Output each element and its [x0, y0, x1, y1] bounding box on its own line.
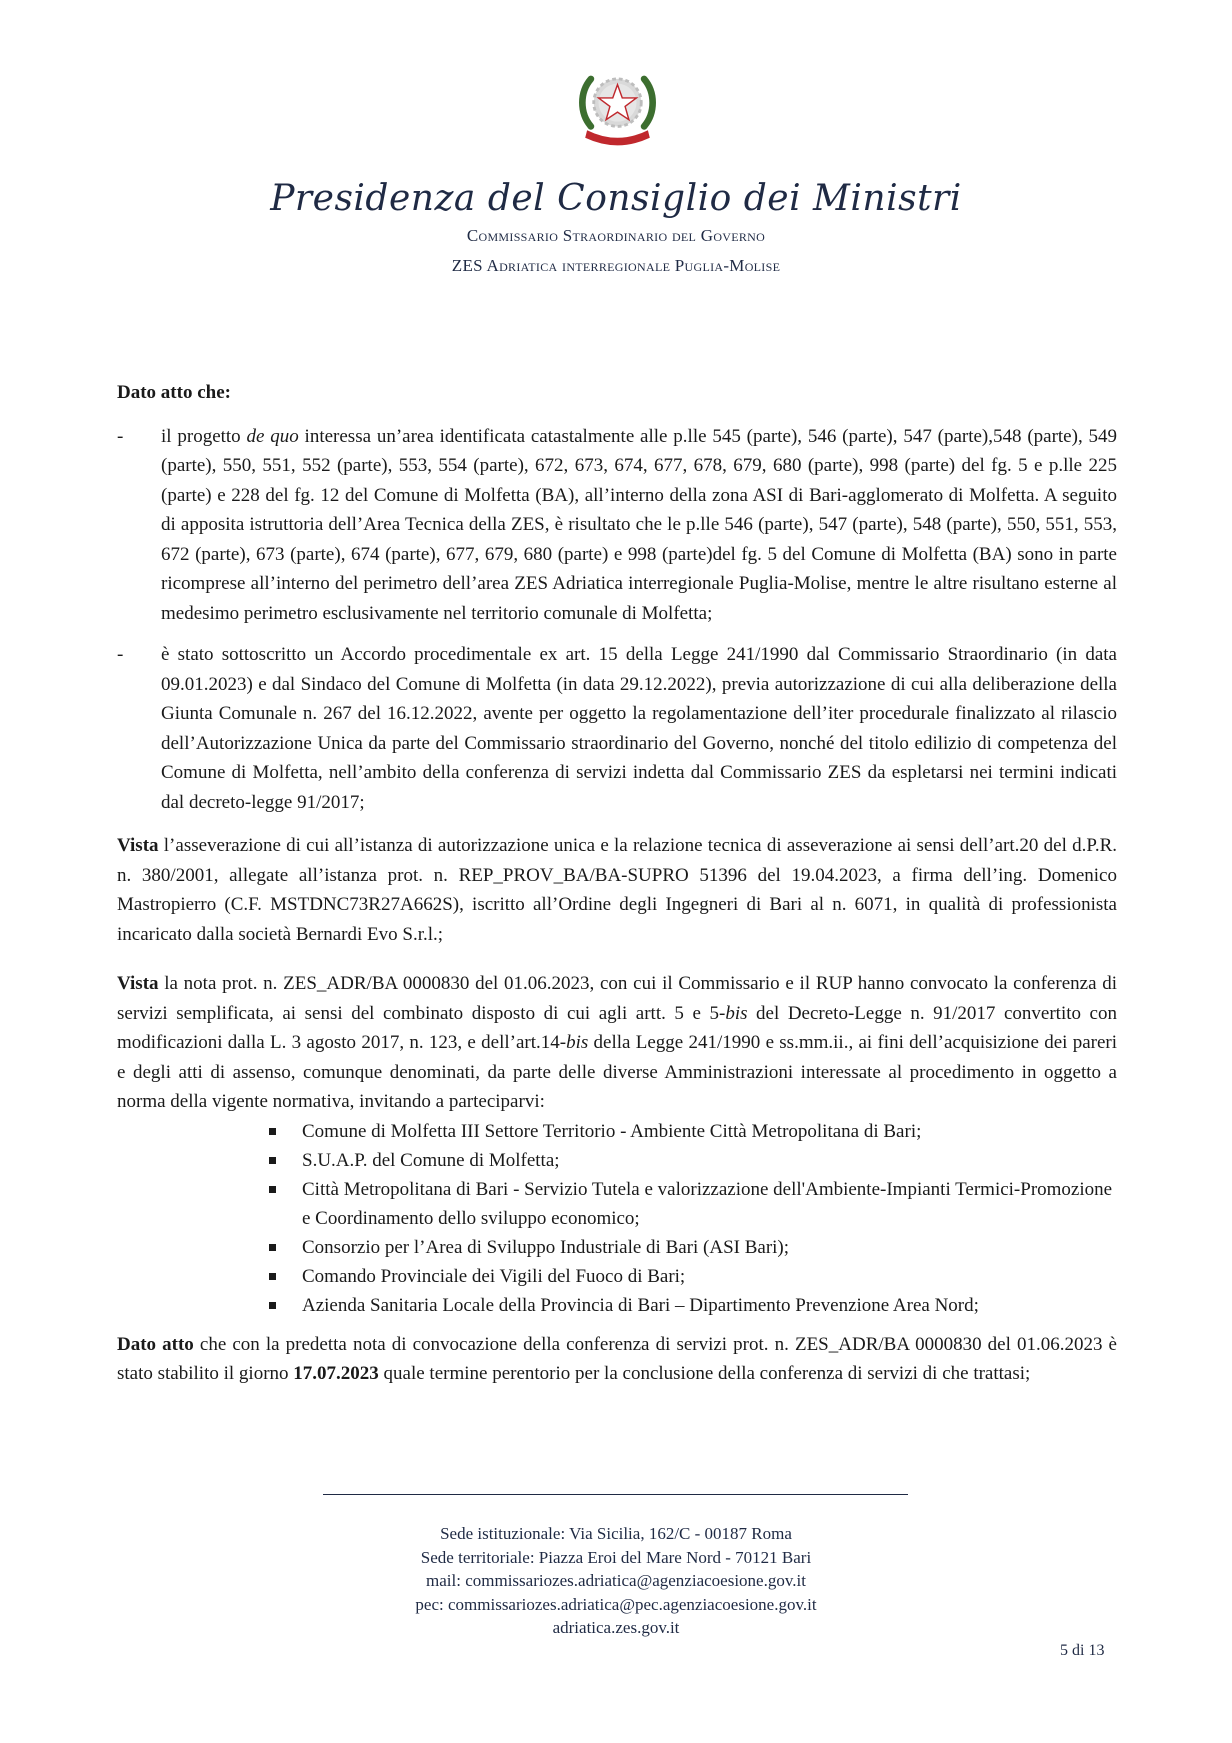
vista-paragraph-1: Vista l’asseverazione di cui all’istanza di autorizzazione unica e la relazione tecnica di asseverazione ai sensi dell’art.20 del d.P.R. n. 380/2001, allegate all’istanza prot. n. REP_PROV_BA/BA-SUPRO 51396 del 19.04.2023, a firma dell’ing. Domenico Mastropierro (C.F. MSTDNC73R27A662S), iscritto all’Ordine degli Ingegneri di Bari al n. 6071, in qualità di professionista incaricato dalla società Bernardi Evo S.r.l.; — [117, 835, 1117, 945]
dash-bullet: - — [117, 644, 124, 665]
institution-title: Presidenza del Consiglio dei Ministri — [270, 178, 962, 219]
list-item: Città Metropolitana di Bari - Servizio Tutela e valorizzazione dell'Ambiente-Impianti Termici-Promozione e Coordinamento dello sviluppo economico; — [267, 1175, 1117, 1233]
list-item: S.U.A.P. del Comune di Molfetta; — [267, 1146, 1117, 1175]
paragraph-lead: Vista — [117, 973, 159, 994]
section-heading: Dato atto che: — [117, 382, 231, 403]
footer-website: adriatica.zes.gov.it — [552, 1618, 680, 1637]
commissioner-subtitle: Commissario Straordinario del Governo — [466, 226, 766, 245]
paragraph-lead: Dato atto — [117, 1333, 194, 1355]
deadline-date: 17.07.2023 — [293, 1363, 379, 1384]
footer-address-bari: Sede territoriale: Piazza Eroi del Mare Nord - 70121 Bari — [420, 1547, 812, 1567]
footer-divider — [323, 1494, 908, 1495]
footer-pec: pec: commissariozes.adriatica@pec.agenziacoesione.gov.it — [415, 1594, 817, 1614]
dash-bullet: - — [117, 425, 124, 447]
zes-subtitle: ZES Adriatica interregionale Puglia-Molise — [451, 256, 781, 275]
list-item: Consorzio per l’Area di Sviluppo Industriale di Bari (ASI Bari); — [267, 1233, 1117, 1262]
italian-republic-emblem-icon — [570, 58, 665, 153]
dato-atto-paragraph: Dato atto che con la predetta nota di convocazione della conferenza di servizi prot. n. ZES_ADR/BA 0000830 del 01.06.2023 è stato stabilito il giorno 17.07.2023 quale termine perentorio per la conclusione della conferenza di servizi di che trattasi; — [117, 1333, 1117, 1384]
document-body — [117, 378, 1117, 1403]
footer — [0, 1522, 1232, 1640]
paragraph-lead: Vista — [117, 835, 159, 856]
footer-address-rome: Sede istituzionale: Via Sicilia, 162/C - 00187 Roma — [440, 1524, 792, 1543]
list-item: Azienda Sanitaria Locale della Provincia di Bari – Dipartimento Prevenzione Area Nord; — [267, 1291, 1117, 1320]
invited-administrations-list — [117, 1117, 1117, 1320]
footer-mail: mail: commissariozes.adriatica@agenziacoesione.gov.it — [426, 1571, 806, 1590]
list-item: Comune di Molfetta III Settore Territorio - Ambiente Città Metropolitana di Bari; — [267, 1117, 1117, 1146]
page-number: 5 di 13 — [1060, 1642, 1105, 1659]
list-item: Comando Provinciale dei Vigili del Fuoco di Bari; — [267, 1262, 1117, 1291]
latin-phrase: de quo — [246, 425, 299, 447]
vista-paragraph-2: Vista la nota prot. n. ZES_ADR/BA 0000830 del 01.06.2023, con cui il Commissario e il RUP hanno convocato la conferenza di servizi semplificata, ai sensi del combinato disposto di cui agli artt. 5 e 5-bis del Decreto-Legge n. 91/2017 convertito con modificazioni dalla L. 3 agosto 2017, n. 123, e dell’art.14-bis della Legge 241/1990 e ss.mm.ii., ai fini dell’acquisizione dei pareri e degli atti di assenso, comunque denominati, da parte delle diverse Amministrazioni interessate al procedimento in oggetto a norma della vigente normativa, invitando a parteciparvi: — [117, 973, 1117, 1112]
list-item: - il progetto de quo interessa un’area identificata catastalmente alle p.lle 545 (parte), 546 (parte), 547 (parte),548 (parte), 549 (parte), 550, 551, 552 (parte), 553, 554 (parte), 672, 673, 674, 677, 678, 679, 680 (parte), 998 (parte) del fg. 5 e p.lle 225 (parte) e 228 del fg. 12 del Comune di Molfetta (BA), all’interno della zona ASI di Bari-agglomerato di Molfetta. A seguito di apposita istruttoria dell’Area Tecnica della ZES, è risultato che le p.lle 546 (parte), 547 (parte), 548 (parte), 550, 551, 553, 672 (parte), 673 (parte), 674 (parte), 677, 679, 680 (parte) e 998 (parte)del fg. 5 del Comune di Molfetta (BA) sono in parte ricomprese all’interno del perimetro dell’area ZES Adriatica interregionale Puglia-Molise, mentre le altre risultano esterne al medesimo perimetro esclusivamente nel territorio comunale di Molfetta; — [117, 422, 1117, 629]
list-item: - è stato sottoscritto un Accordo procedimentale ex art. 15 della Legge 241/1990 dal Commissario Straordinario (in data 09.01.2023) e dal Sindaco del Comune di Molfetta (in data 29.12.2022), previa autorizzazione di cui alla deliberazione della Giunta Comunale n. 267 del 16.12.2022, avente per oggetto la regolamentazione dell’iter procedurale finalizzato al rilascio dell’Autorizzazione Unica da parte del Commissario straordinario del Governo, nonché del titolo edilizio di competenza del Comune di Molfetta, nell’ambito della conferenza di servizi indetta dal Commissario ZES da espletarsi nei termini indicati dal decreto-legge 91/2017; — [117, 640, 1117, 817]
